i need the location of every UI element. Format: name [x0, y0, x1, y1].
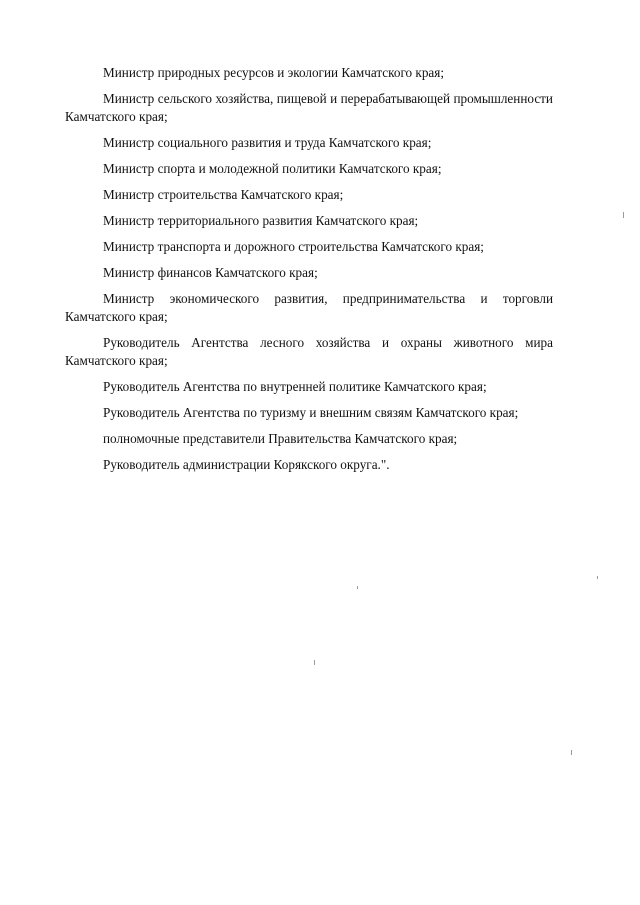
paragraph-minister-natural-resources: Министр природных ресурсов и экологии Камчатского края;	[103, 65, 445, 80]
document-body	[65, 64, 553, 482]
paragraph-head-forestry-agency: Руководитель Агентства лесного хозяйства и охраны животного мира Камчатского края;	[65, 335, 553, 368]
scan-speck	[571, 750, 572, 755]
scan-speck	[314, 660, 315, 665]
paragraph-plenipotentiary-representatives: полномочные представители Правительства Камчатского края;	[103, 431, 458, 446]
scan-speck	[597, 576, 598, 579]
paragraph-head-tourism-agency: Руководитель Агентства по туризму и внешним связям Камчатского края;	[103, 405, 519, 420]
paragraph-minister-economic-development: Министр экономического развития, предпринимательства и торговли Камчатского края;	[65, 291, 553, 324]
paragraph-minister-agriculture: Министр сельского хозяйства, пищевой и перерабатывающей промышленности Камчатского края;	[65, 91, 553, 124]
paragraph-minister-social-development: Министр социального развития и труда Камчатского края;	[103, 135, 432, 150]
paragraph-head-koryak-district: Руководитель администрации Корякского округа.".	[103, 457, 390, 472]
paragraph-minister-sport: Министр спорта и молодежной политики Камчатского края;	[103, 161, 442, 176]
scan-speck	[357, 586, 358, 589]
paragraph-minister-territorial-development: Министр территориального развития Камчатского края;	[103, 213, 419, 228]
paragraph-head-domestic-policy-agency: Руководитель Агентства по внутренней политике Камчатского края;	[103, 379, 487, 394]
paragraph-minister-transport: Министр транспорта и дорожного строительства Камчатского края;	[103, 239, 484, 254]
paragraph-minister-construction: Министр строительства Камчатского края;	[103, 187, 344, 202]
scan-speck	[623, 212, 624, 218]
paragraph-minister-finance: Министр финансов Камчатского края;	[103, 265, 318, 280]
